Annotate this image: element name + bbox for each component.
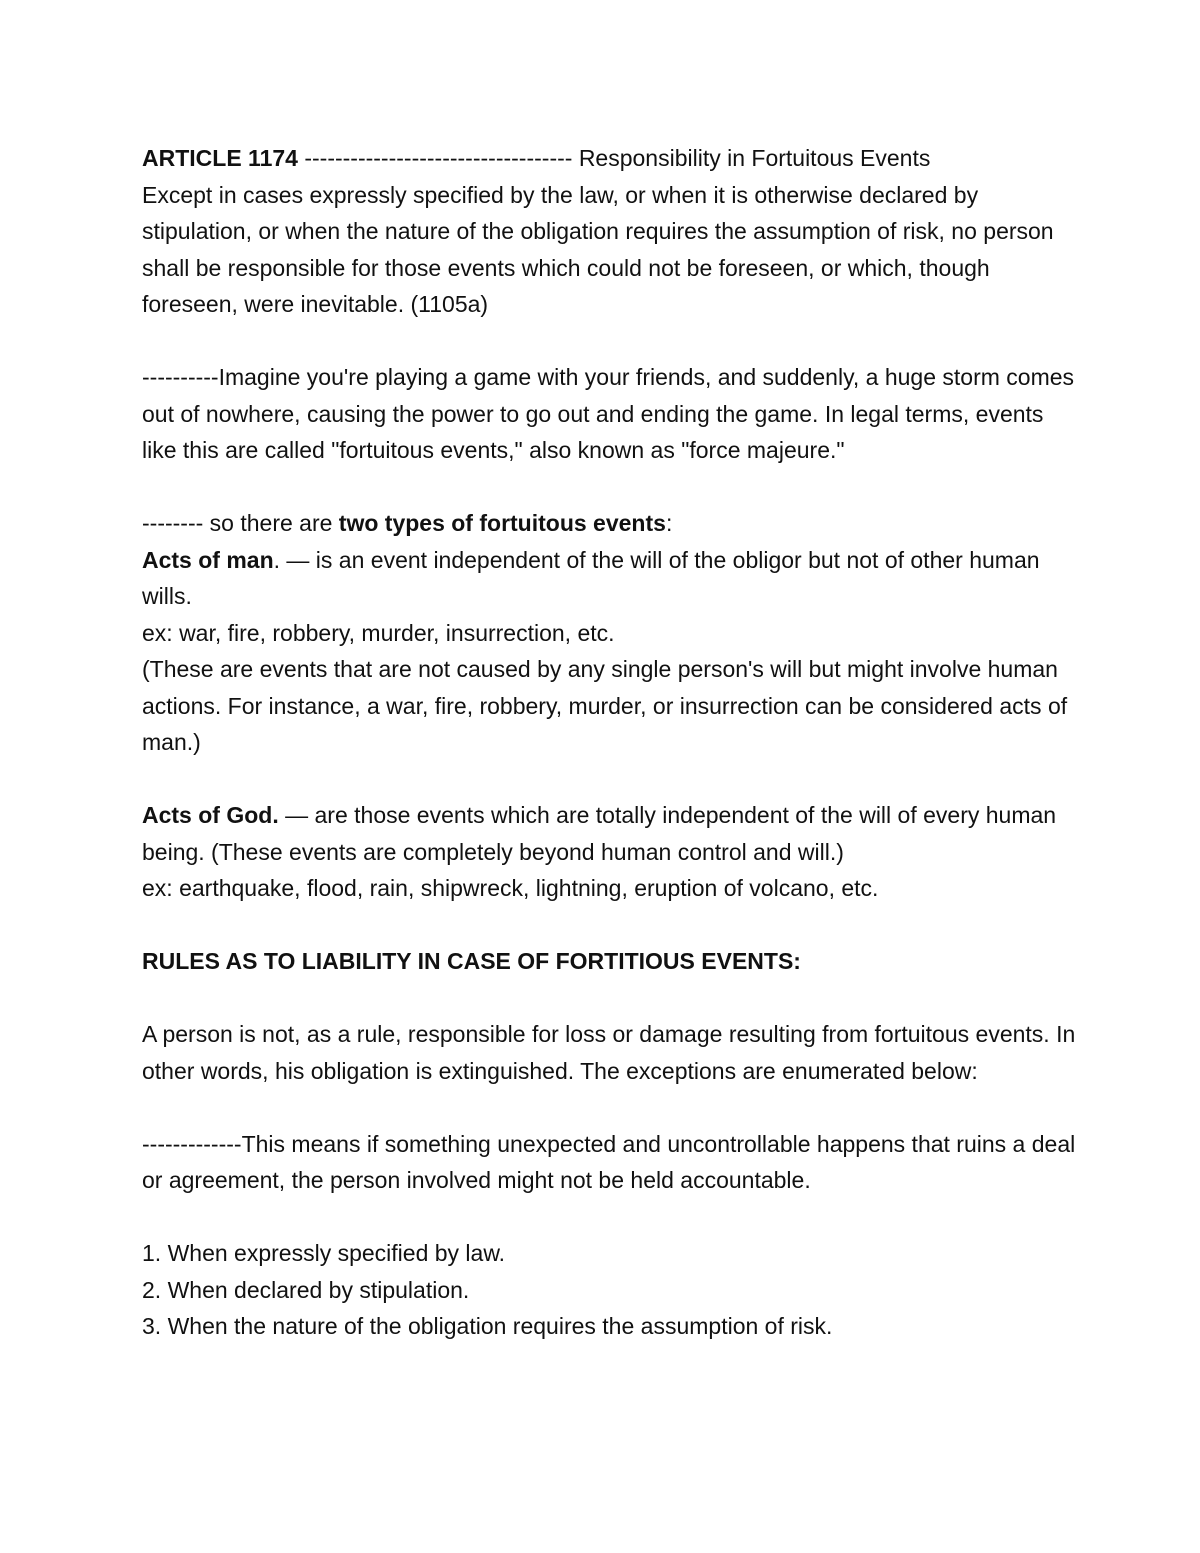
spacer	[142, 323, 1082, 360]
spacer	[142, 980, 1082, 1017]
exception-item-1: 1. When expressly specified by law.	[142, 1240, 506, 1266]
spacer	[142, 761, 1082, 798]
acts-of-man-examples: ex: war, fire, robbery, murder, insurrection, etc.	[142, 619, 615, 646]
rules-heading-text: RULES AS TO LIABILITY IN CASE OF FORTITIOUS EVENTS:	[142, 948, 801, 974]
rules-heading	[142, 943, 1082, 980]
acts-of-god-text: — are those events which are totally independent of the will of every human being. (These events are completely beyond human control and will.)	[142, 802, 1057, 865]
article-label: ARTICLE 1174	[142, 145, 298, 171]
exception-item-3: 3. When the nature of the obligation requires the assumption of risk.	[142, 1313, 833, 1339]
acts-of-man-text: . — is an event independent of the will of the obligor but not of other human wills.	[142, 546, 1040, 609]
spacer	[142, 907, 1082, 944]
types-intro-suffix: :	[665, 510, 673, 536]
rules-paragraph: A person is not, as a rule, responsible for loss or damage resulting from fortuitous events. In other words, his obligation is extinguished. The exceptions are enumerated below:	[142, 1021, 1076, 1084]
types-intro-bold: two types of fortuitous events	[338, 510, 666, 536]
acts-of-man-definition	[142, 542, 1082, 615]
acts-of-man-note: (These are events that are not caused by any single person's will but might involve human actions. For instance, a war, fire, robbery, murder, or insurrection can be considered acts of man.)	[142, 656, 1068, 755]
article-dashes: -----------------------------------	[304, 145, 573, 171]
spacer	[142, 469, 1082, 506]
acts-of-man-label: Acts of man	[142, 546, 274, 573]
article-title: Responsibility in Fortuitous Events	[578, 145, 931, 171]
rules-note: -------------This means if something unexpected and uncontrollable happens that ruins a deal or agreement, the person involved might not be held accountable.	[142, 1130, 1076, 1193]
exception-item-2: 2. When declared by stipulation.	[142, 1276, 470, 1303]
document-page	[142, 140, 1082, 1345]
spacer	[142, 1199, 1082, 1236]
types-intro	[142, 505, 1082, 542]
article-text: Except in cases expressly specified by the law, or when it is otherwise declared by stipulation, or when the nature of the obligation requires the assumption of risk, no person shall be responsible for those events which could not be foreseen, or which, though foreseen, were inevitable. (1105a)	[142, 181, 1054, 317]
types-intro-prefix: -------- so there are	[142, 510, 339, 536]
acts-of-god-label: Acts of God.	[142, 802, 279, 828]
explanation-paragraph: ----------Imagine you're playing a game with your friends, and suddenly, a huge storm comes out of nowhere, causing the power to go out and ending the game. In legal terms, events like this are called "fortuitous events," also known as "force majeure."	[142, 364, 1075, 463]
spacer	[142, 1089, 1082, 1126]
article-paragraph	[142, 140, 1082, 323]
acts-of-god-examples: ex: earthquake, flood, rain, shipwreck, lightning, eruption of volcano, etc.	[142, 875, 879, 901]
acts-of-god-definition	[142, 797, 1082, 870]
